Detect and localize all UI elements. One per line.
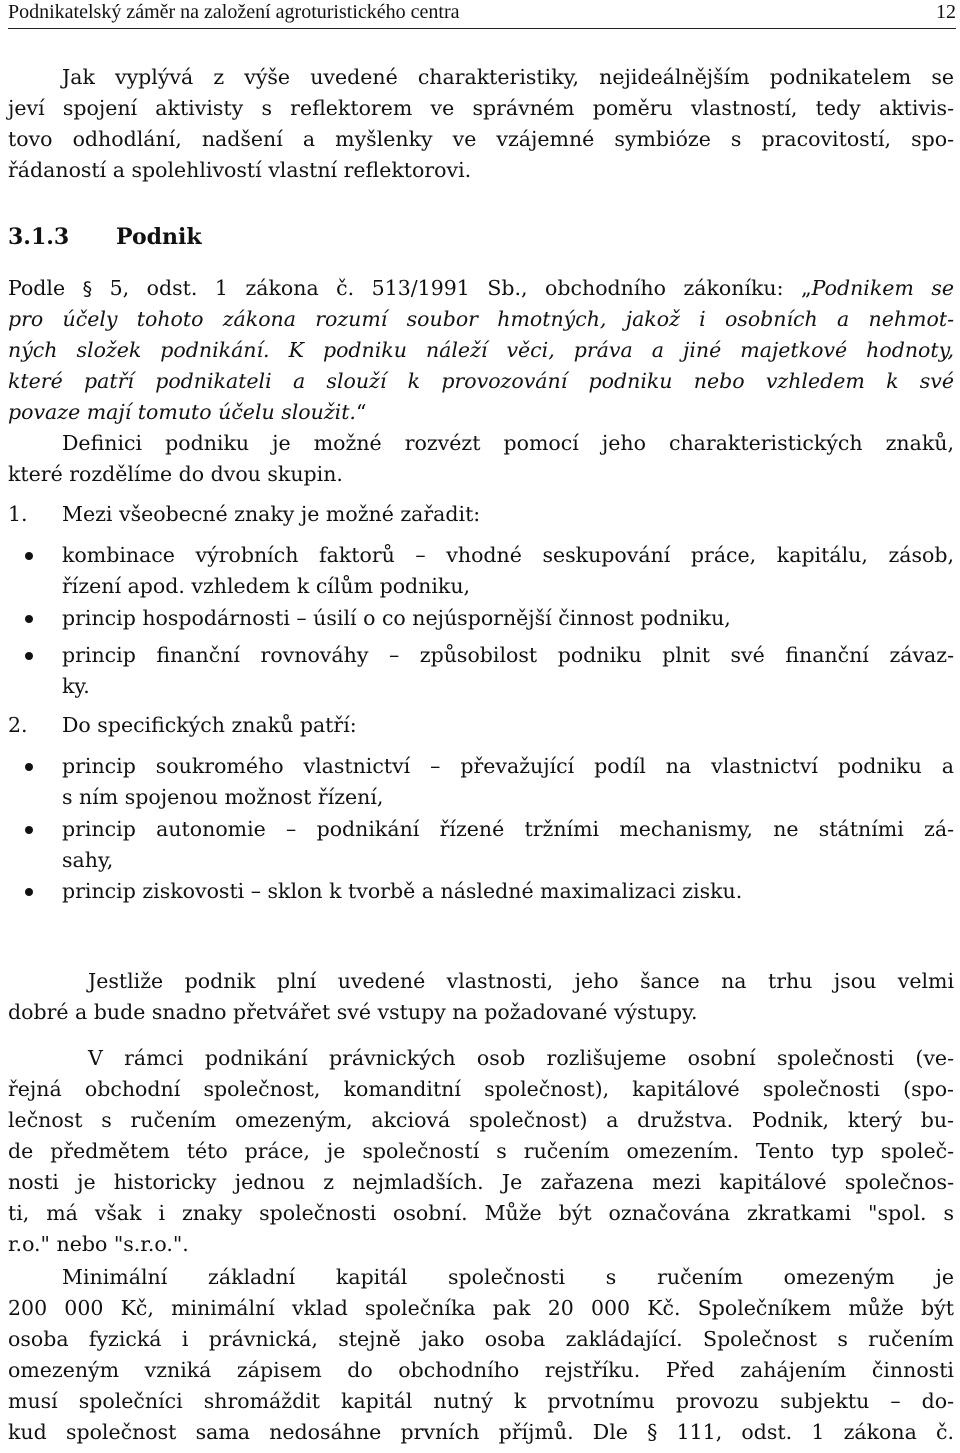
page-number: 12 [936,1,956,23]
p5-line-2: 200 000 Kč, minimální vklad společníka pak 20 000 Kč. Společníkem může být [8,1296,954,1320]
law-plain-text: Podle [8,276,66,300]
p4-line-6: ti, má však i znaky společnosti osobní. Může být označována zkratkami "spol. s [8,1201,954,1225]
list2-title: Do specifických znaků patří: [62,713,357,737]
section-number: 3.1.3 [8,224,70,250]
p4-line-4: de předmětem této práce, je společností s ručením omezením. Tento typ společ- [8,1139,954,1163]
list2-item-2-line-1: princip autonomie – podnikání řízené tržními mechanismy, ne státními zá- [62,817,954,841]
bullet [25,826,33,834]
p4-line-3: lečnost s ručením omezeným, akciová společnost) a družstva. Podnik, který bu- [8,1108,954,1132]
document-title: Podnikatelský záměr na založení agroturistického centra [8,1,460,23]
p3-line-2: dobré a bude snadno přetvářet své vstupy na požadované výstupy. [8,1000,698,1024]
law-quote-end: “ [355,400,367,424]
law-quote-text: ných složek podnikání. K podniku náleží věci, práva a jiné majetkové hodnoty, [8,338,954,362]
p5-line-5: musí společníci shromáždit kapitál nutný k prvotnímu provozu subjektu – do- [8,1389,954,1413]
p4-line-2: řejná obchodní společnost, komanditní společnost), kapitálové společnosti (spo- [8,1077,954,1101]
law-line-1 [8,273,954,304]
list1-number: 1. [8,502,28,526]
p5-line-3: osoba fyzická i právnická, stejně jako osoba zakládající. Společnost s ručením [8,1327,954,1351]
law-quote-text: pro účely tohoto zákona rozumí soubor hmotných, jakož i osobních a nehmot- [8,307,954,331]
law-line-2 [8,304,954,335]
bullet [25,888,33,896]
section-title: Podnik [116,224,202,250]
p4-line-1: V rámci podnikání právnických osob rozlišujeme osobní společnosti (ve- [88,1046,954,1070]
law-line-3 [8,335,954,366]
law-quote-start: Podnikem se [811,276,954,300]
list1-item-3-line-1: princip finanční rovnováhy – způsobilost podniku plnit své finanční závaz- [62,643,954,667]
page-header [8,0,956,29]
list1-item-3-line-2: ky. [62,674,90,698]
list2-item-3: princip ziskovosti – sklon k tvorbě a následné maximalizaci zisku. [62,879,743,903]
paragraph-symbol: § [82,278,93,300]
p5-line-1: Minimální základní kapitál společnosti s ručením omezeným je [62,1265,954,1289]
list1-item-1-line-1: kombinace výrobních faktorů – vhodné seskupování práce, kapitálu, zásob, [62,543,954,567]
list2-number: 2. [8,713,28,737]
law-citation: 5, odst. 1 zákona č. 513/1991 Sb., obchodního zákoníku: „ [109,276,812,300]
bullet [25,615,33,623]
list1-title: Mezi všeobecné znaky je možné zařadit: [62,502,481,526]
bullet [25,652,33,660]
list2-item-1-line-1: princip soukromého vlastnictví – převažující podíl na vlastnictví podniku a [62,754,954,778]
p4-line-5: nosti je historicky jednou z nejmladších. Je zařazena mezi kapitálové společnos- [8,1170,954,1194]
p1-line-3: tovo odhodlání, nadšení a myšlenky ve vzájemné symbióze s pracovitostí, spo- [8,127,954,151]
p5-line-6: kud společnost sama nedosáhne prvních příjmů. Dle § 111, odst. 1 zákona č. [8,1420,954,1444]
p1-line-2: jeví spojení aktivisty s reflektorem ve správném poměru vlastností, tedy aktivis- [8,96,954,120]
p4-line-7: r.o." nebo "s.r.o.". [8,1232,189,1256]
p1-line-1: Jak vyplývá z výše uvedené charakteristiky, nejideálnějším podnikatelem se [62,65,954,89]
p5-line-4: omezeným vzniká zápisem do obchodního rejstříku. Před zahájením činnosti [8,1358,954,1382]
p2-line-1: Definici podniku je možné rozvézt pomocí jeho charakteristických znaků, [62,431,954,455]
bullet [25,763,33,771]
p2-line-2: které rozdělíme do dvou skupin. [8,462,343,486]
list1-item-2: princip hospodárnosti – úsilí o co nejúspornější činnost podniku, [62,606,731,630]
law-line-4 [8,366,954,397]
p3-line-1: Jestliže podnik plní uvedené vlastnosti, jeho šance na trhu jsou velmi [88,969,954,993]
list2-item-2-line-2: sahy, [62,848,114,872]
law-quote-text: které patří podnikateli a slouží k provozování podniku nebo vzhledem k své [8,369,954,393]
law-quote-text: povaze mají tomuto účelu sloužit. [8,400,356,424]
bullet [25,552,33,560]
law-line-5 [8,397,366,428]
p1-line-4: řádaností a spolehlivostí vlastní reflektorovi. [8,158,472,182]
list2-item-1-line-2: s ním spojenou možnost řízení, [62,785,384,809]
list1-item-1-line-2: řízení apod. vzhledem k cílům podniku, [62,574,471,598]
